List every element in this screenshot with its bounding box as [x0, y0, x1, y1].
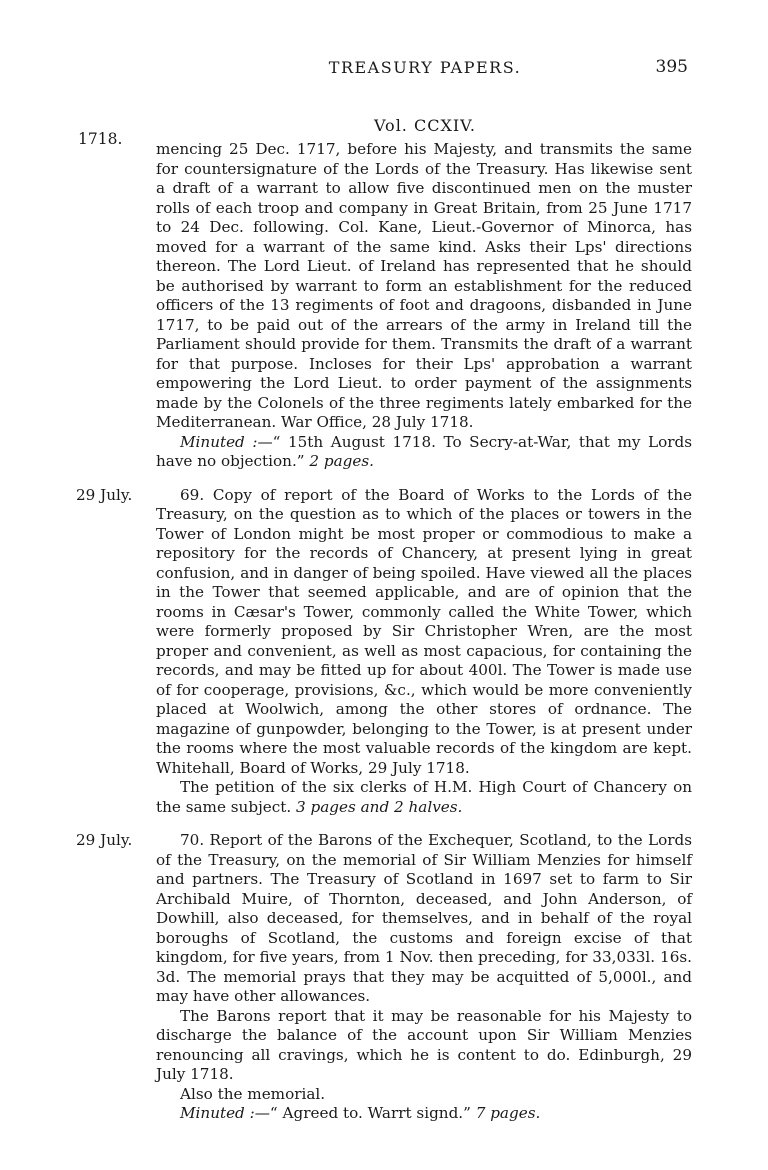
entry-69	[76, 485, 692, 818]
entry-paragraph: The Barons report that it may be reasonable for his Majesty to discharge the balance of the account upon Sir William Menzies renouncing all cravings, which he is content to do. Edinburgh, 29 July 1718.	[156, 1006, 692, 1083]
minuted-label: Minuted :—	[180, 1104, 270, 1122]
entry-paragraph: mencing 25 Dec. 1717, before his Majesty, and transmits the same for countersignature of the Lords of the Treasury. Has likewise sent a draft of a warrant to allow five discontinued men on the muster rolls of each troop and company in Great Britain, from 25 June 1717 to 24 Dec. following. Col. Kane, Lieut.-Governor of Minorca, has moved for a warrant of the same kind. Asks their Lps' directions thereon. The Lord Lieut. of Ireland has represented that he should be authorised by warrant to form an establishment for the reduced officers of the 13 regiments of foot and dragoons, disbanded in June 1717, to be paid out of the arrears of the army in Ireland till the Parliament should provide for them. Transmits the draft of a warrant for that purpose. Incloses for their Lps' approbation a warrant empowering the Lord Lieut. to order payment of the assignments made by the Colonels of the three regiments lately embarked for the Mediterranean. War Office, 28 July 1718.	[156, 140, 692, 431]
minuted-text: “ Agreed to. Warrt signd.”	[269, 1104, 471, 1122]
minuted-note	[156, 433, 692, 472]
page-count: 2 pages.	[309, 452, 374, 470]
volume-heading: Vol. CCXIV.	[373, 116, 477, 135]
entry-date: 29 July.	[76, 485, 133, 504]
minuted-note	[156, 1104, 692, 1124]
page-count: 7 pages.	[475, 1104, 541, 1122]
entry-continued	[156, 140, 692, 472]
minuted-label: Minuted :—	[180, 432, 273, 451]
minuted-text: “ 15th August 1718. To Secry-at-War, that my Lords have no objection.”	[156, 432, 692, 470]
entry-paragraph	[156, 778, 692, 817]
entry-paragraph: 70. Report of the Barons of the Exchequer, Scotland, to the Lords of the Treasury, on the memorial of Sir William Menzies for himself and partners. The Treasury of Scotland in 1697 set to farm to Sir Archibald Muire, of Thornton, deceased, and John Anderson, of Dowhill, also deceased, for themselves, and in behalf of the royal boroughs of Scotland, the customs and foreign excise of that kingdom, for five years, from 1 Nov. then preceding, for 33,033l. 16s. 3d. The memorial prays that they may be acquitted of 5,000l., and may have other allowances.	[156, 831, 692, 1005]
entry-paragraph: Also the memorial.	[180, 1084, 326, 1103]
page-number: 395	[655, 57, 688, 77]
entry-paragraph-text: The petition of the six clerks of H.M. High Court of Chancery on the same subject.	[156, 778, 692, 816]
entry-70	[76, 831, 692, 1124]
entry-date: 29 July.	[76, 831, 133, 849]
running-title: TREASURY PAPERS.	[328, 58, 522, 77]
entry-paragraph: 69. Copy of report of the Board of Works to the Lords of the Treasury, on the question as to which of the places or towers in the Tower of London might be most proper or commodious to make a repository for the records of Chancery, at present lying in great confusion, and in danger of being spoiled. Have viewed all the places in the Tower that seemed applicable, and are of opinion that the rooms in Cæsar's Tower, commonly called the White Tower, which were formerly proposed by Sir Christopher Wren, are the most proper and convenient, as well as most capacious, for containing the records, and may be fitted up for about 400l. The Tower is made use of for cooperage, provisions, &c., which would be more conveniently placed at Woolwich, among the other stores of ordnance. The magazine of gunpowder, belonging to the Tower, is at present under the rooms where the most valuable records of the kingdom are kept. Whitehall, Board of Works, 29 July 1718.	[156, 485, 692, 777]
document-body	[76, 140, 692, 1138]
margin-year: 1718.	[78, 130, 123, 148]
page-count: 3 pages and 2 halves.	[296, 797, 463, 816]
